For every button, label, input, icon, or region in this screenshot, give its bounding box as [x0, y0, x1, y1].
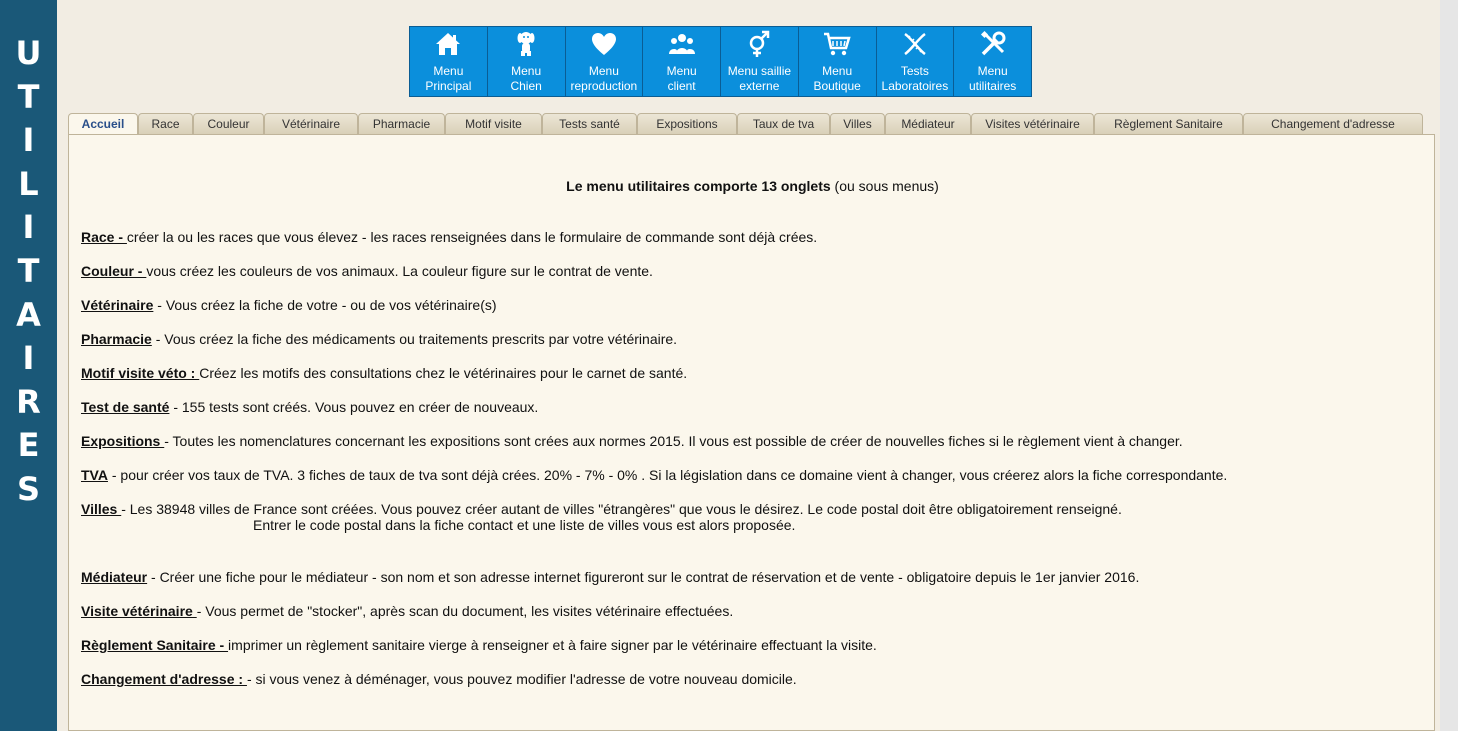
- menu-label: Menu Chien: [510, 64, 542, 93]
- help-item-mediateur: [81, 569, 1139, 585]
- item-key: Test de santé: [81, 399, 170, 415]
- item-key: Règlement Sanitaire -: [81, 637, 229, 653]
- menu-label: Menu utilitaires: [968, 64, 1017, 93]
- tests-laboratoires-button[interactable]: [877, 27, 955, 96]
- help-item-villes: [81, 501, 1122, 533]
- help-item-visite-veterinaire: [81, 603, 733, 619]
- item-key: Motif visite véto :: [81, 365, 200, 381]
- menu-label: Menu saillie externe: [727, 64, 792, 93]
- tab-taux-de-tva[interactable]: Taux de tva: [737, 113, 830, 134]
- sidebar-letter: S: [16, 469, 41, 508]
- item-text: - Toutes les nomenclatures concernant les expositions sont crées aux normes 2015. Il vous est possible de créer de nouvelles fiches si le règlement vient à changer.: [164, 433, 1183, 449]
- tab-pharmacie[interactable]: Pharmacie: [358, 113, 445, 134]
- item-text: - Créer une fiche pour le médiateur - son nom et son adresse internet figureront sur le contrat de réservation et de vente - obligatoire depuis le 1er janvier 2016.: [147, 569, 1140, 585]
- tab-expositions[interactable]: Expositions: [637, 113, 737, 134]
- help-item-test-sante: [81, 399, 538, 415]
- sidebar-letter: E: [17, 426, 40, 465]
- menu-principal-button[interactable]: [410, 27, 488, 96]
- item-key: Couleur -: [81, 263, 147, 279]
- menu-chien-button[interactable]: [488, 27, 566, 96]
- tab-veterinaire[interactable]: Vétérinaire: [264, 113, 358, 134]
- menu-client-button[interactable]: [643, 27, 721, 96]
- item-text: créer la ou les races que vous élevez - les races renseignées dans le formulaire de commande sont déjà crées.: [126, 229, 818, 245]
- tab-content-panel: [68, 134, 1435, 731]
- item-text: - Vous créez la fiche de votre - ou de vos vétérinaire(s): [153, 297, 497, 313]
- sidebar-letter: R: [16, 382, 41, 421]
- tab-villes[interactable]: Villes: [830, 113, 885, 134]
- help-item-couleur: [81, 263, 653, 279]
- tab-reglement-sanitaire[interactable]: Règlement Sanitaire: [1094, 113, 1243, 134]
- help-item-tva: [81, 467, 1227, 483]
- menu-reproduction-button[interactable]: [566, 27, 644, 96]
- menu-saillie-externe-button[interactable]: [721, 27, 799, 96]
- help-item-veterinaire: [81, 297, 497, 313]
- item-key: TVA: [81, 467, 108, 483]
- sidebar-title: [0, 32, 57, 512]
- item-text: imprimer un règlement sanitaire vierge à renseigner et à faire signer par le vétérinaire effectuant la visite.: [228, 637, 877, 653]
- tab-changement-adresse[interactable]: Changement d'adresse: [1243, 113, 1423, 134]
- item-text: - Vous créez la fiche des médicaments ou traitements prescrits par votre vétérinaire.: [151, 331, 678, 347]
- gender-icon: [745, 30, 773, 58]
- item-key: Changement d'adresse :: [81, 671, 247, 687]
- sidebar-letter: T: [17, 251, 40, 290]
- item-text: - si vous venez à déménager, vous pouvez modifier l'adresse de votre nouveau domicile.: [246, 671, 797, 687]
- heading-bold: Le menu utilitaires comporte 13 onglets: [566, 178, 831, 194]
- sidebar-letter: I: [22, 339, 35, 378]
- menu-utilitaires-button[interactable]: [954, 27, 1031, 96]
- sidebar-letter: I: [22, 121, 35, 160]
- help-item-changement-adresse: [81, 671, 797, 687]
- item-text: - 155 tests sont créés. Vous pouvez en créer de nouveaux.: [169, 399, 539, 415]
- help-item-pharmacie: [81, 331, 677, 347]
- item-text: vous créez les couleurs de vos animaux. La couleur figure sur le contrat de vente.: [146, 263, 653, 279]
- item-key: Pharmacie: [81, 331, 152, 347]
- heart-icon: [590, 30, 618, 58]
- sidebar-letter: U: [15, 34, 42, 72]
- item-text: - Les 38948 villes de France sont créées. Vous pouvez créer autant de villes "étrangères" que vous le désirez. Le code postal doit être obligatoirement renseigné.: [121, 501, 1122, 517]
- menu-label: Menu Boutique: [813, 64, 861, 93]
- item-key: Villes: [81, 501, 122, 517]
- scrollbar-track[interactable]: [1440, 0, 1458, 731]
- users-icon: [668, 30, 696, 58]
- help-item-motif-visite: [81, 365, 687, 381]
- item-subtext: Entrer le code postal dans la fiche contact et une liste de villes vous est alors proposée.: [253, 517, 796, 533]
- help-item-expositions: [81, 433, 1183, 449]
- item-key: Médiateur: [81, 569, 148, 585]
- item-key: Vétérinaire: [81, 297, 154, 313]
- sidebar-letter: L: [18, 164, 39, 203]
- sidebar-letter: A: [16, 295, 41, 334]
- sidebar-banner: [0, 0, 57, 731]
- sidebar-letter: I: [22, 208, 35, 247]
- tab-tests-sante[interactable]: Tests santé: [542, 113, 637, 134]
- tab-motif-visite[interactable]: Motif visite: [445, 113, 542, 134]
- tab-race[interactable]: Race: [138, 113, 193, 134]
- heading-suffix: (ou sous menus): [830, 178, 939, 194]
- dna-icon: [901, 30, 929, 58]
- tab-mediateur[interactable]: Médiateur: [885, 113, 971, 134]
- item-key: Race -: [81, 229, 127, 245]
- menu-label: Menu client: [666, 64, 697, 93]
- top-menu: [409, 26, 1032, 97]
- help-item-race: [81, 229, 817, 245]
- item-text: Créez les motifs des consultations chez le vétérinaires pour le carnet de santé.: [199, 365, 688, 381]
- page-heading: [69, 178, 1436, 194]
- tab-visites-veterinaire[interactable]: Visites vétérinaire: [971, 113, 1094, 134]
- tab-bar: [68, 113, 1435, 135]
- tab-accueil[interactable]: Accueil: [68, 113, 138, 135]
- item-text: - pour créer vos taux de TVA. 3 fiches de taux de tva sont déjà crées. 20% - 7% - 0% . Si la législation dans ce domaine vient à changer, vous créerez alors la fiche correspondante.: [107, 467, 1228, 483]
- help-item-reglement-sanitaire: [81, 637, 877, 653]
- tab-couleur[interactable]: Couleur: [193, 113, 264, 134]
- menu-boutique-button[interactable]: [799, 27, 877, 96]
- menu-label: Menu Principal: [425, 64, 472, 93]
- home-icon: [434, 30, 462, 58]
- item-key: Expositions: [81, 433, 165, 449]
- sidebar-letter: T: [17, 77, 40, 116]
- menu-label: Menu reproduction: [570, 64, 638, 93]
- menu-label: Tests Laboratoires: [881, 64, 949, 93]
- cart-icon: [823, 30, 851, 58]
- item-key: Visite vétérinaire: [81, 603, 197, 619]
- dog-icon: [512, 30, 540, 58]
- tools-icon: [979, 30, 1007, 58]
- item-text: - Vous permet de "stocker", après scan du document, les visites vétérinaire effectuées.: [196, 603, 734, 619]
